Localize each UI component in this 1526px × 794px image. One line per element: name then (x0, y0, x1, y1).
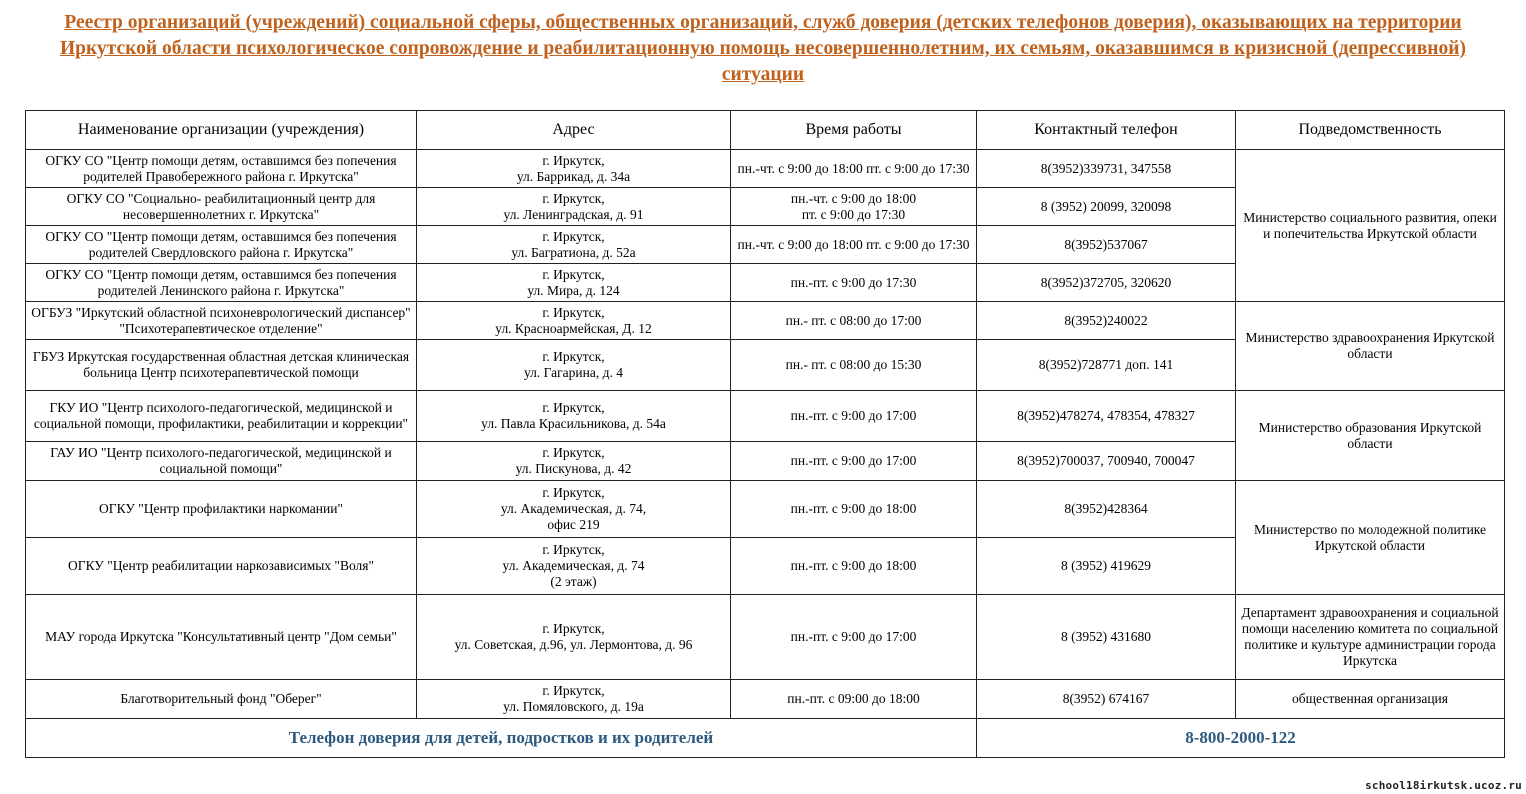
org-hours: пн.-пт. с 9:00 до 17:00 (731, 442, 977, 481)
org-hours: пн.- пт. с 08:00 до 15:30 (731, 340, 977, 391)
hotline-label: Телефон доверия для детей, подростков и их родителей (26, 719, 977, 758)
site-watermark: school18irkutsk.ucoz.ru (1365, 779, 1522, 792)
org-phone: 8(3952)240022 (977, 302, 1236, 340)
org-name: ОГКУ "Центр реабилитации наркозависимых "Воля" (26, 538, 417, 595)
org-hours: пн.- пт. с 08:00 до 17:00 (731, 302, 977, 340)
table-row (26, 302, 1505, 340)
org-phone: 8(3952)339731, 347558 (977, 150, 1236, 188)
org-phone: 8(3952)372705, 320620 (977, 264, 1236, 302)
org-address: г. Иркутск, ул. Пискунова, д. 42 (417, 442, 731, 481)
org-address: г. Иркутск, ул. Академическая, д. 74, офис 219 (417, 481, 731, 538)
subordination-social: Министерство социального развития, опеки и попечительства Иркутской области (1236, 150, 1505, 302)
table-row (26, 595, 1505, 680)
org-name: ОГКУ СО "Центр помощи детям, оставшимся без попечения родителей Ленинского района г. Иркутска" (26, 264, 417, 302)
org-address: г. Иркутск, ул. Павла Красильникова, д. 54а (417, 391, 731, 442)
hotline-row (26, 719, 1505, 758)
org-hours: пн.-пт. с 9:00 до 17:30 (731, 264, 977, 302)
org-phone: 8(3952)700037, 700940, 700047 (977, 442, 1236, 481)
org-phone: 8(3952)537067 (977, 226, 1236, 264)
registry-table (25, 110, 1505, 758)
org-hours: пн.-пт. с 9:00 до 18:00 (731, 481, 977, 538)
org-name: ГКУ ИО "Центр психолого-педагогической, медицинской и социальной помощи, профилактики, реабилитации и коррекции" (26, 391, 417, 442)
org-address: г. Иркутск, ул. Баррикад, д. 34а (417, 150, 731, 188)
org-name: ГБУЗ Иркутская государственная областная детская клиническая больница Центр психотерапевтической помощи (26, 340, 417, 391)
org-hours: пн.-чт. с 9:00 до 18:00 пт. с 9:00 до 17:30 (731, 150, 977, 188)
org-name: ГАУ ИО "Центр психолого-педагогической, медицинской и социальной помощи" (26, 442, 417, 481)
org-address: г. Иркутск, ул. Советская, д.96, ул. Лермонтова, д. 96 (417, 595, 731, 680)
org-name: ОГКУ СО "Социально- реабилитационный центр для несовершеннолетних г. Иркутска" (26, 188, 417, 226)
org-address: г. Иркутск, ул. Помяловского, д. 19а (417, 680, 731, 719)
org-name: ОГБУЗ "Иркутский областной психоневрологический диспансер" "Психотерапевтическое отделение" (26, 302, 417, 340)
org-hours: пн.-чт. с 9:00 до 18:00 пт. с 9:00 до 17:30 (731, 188, 977, 226)
subordination-education: Министерство образования Иркутской области (1236, 391, 1505, 481)
table-row (26, 391, 1505, 442)
table-row (26, 150, 1505, 188)
org-name: ОГКУ СО "Центр помощи детям, оставшимся без попечения родителей Правобережного района г. Иркутска" (26, 150, 417, 188)
org-phone: 8(3952)428364 (977, 481, 1236, 538)
org-name: ОГКУ "Центр профилактики наркомании" (26, 481, 417, 538)
org-address: г. Иркутск, ул. Мира, д. 124 (417, 264, 731, 302)
header-name: Наименование организации (учреждения) (26, 111, 417, 150)
org-hours: пн.-пт. с 9:00 до 18:00 (731, 538, 977, 595)
org-phone: 8 (3952) 20099, 320098 (977, 188, 1236, 226)
header-phone: Контактный телефон (977, 111, 1236, 150)
org-phone: 8(3952)728771 доп. 141 (977, 340, 1236, 391)
org-address: г. Иркутск, ул. Ленинградская, д. 91 (417, 188, 731, 226)
org-name: Благотворительный фонд "Оберег" (26, 680, 417, 719)
org-name: МАУ города Иркутска "Консультативный центр "Дом семьи" (26, 595, 417, 680)
header-hours: Время работы (731, 111, 977, 150)
hotline-phone: 8-800-2000-122 (977, 719, 1505, 758)
page-title: Реестр организаций (учреждений) социальной сферы, общественных организаций, служб доверия (детских телефонов доверия), оказывающих на территории Иркутской области психологическое сопровождение и реабилитационную помощь несовершеннолетним, их семьям, оказавшимся в кризисной (депрессивной) ситуации (59, 12, 1467, 85)
org-phone: 8 (3952) 431680 (977, 595, 1236, 680)
org-hours: пн.-пт. с 09:00 до 18:00 (731, 680, 977, 719)
org-phone: 8(3952) 674167 (977, 680, 1236, 719)
subordination-health: Министерство здравоохранения Иркутской области (1236, 302, 1505, 391)
org-address: г. Иркутск, ул. Багратиона, д. 52а (417, 226, 731, 264)
subordination-public: общественная организация (1236, 680, 1505, 719)
subordination-youth: Министерство по молодежной политике Иркутской области (1236, 481, 1505, 595)
org-address: г. Иркутск, ул. Академическая, д. 74 (2 этаж) (417, 538, 731, 595)
org-phone: 8 (3952) 419629 (977, 538, 1236, 595)
org-hours: пн.-пт. с 9:00 до 17:00 (731, 595, 977, 680)
table-row (26, 481, 1505, 538)
org-hours: пн.-чт. с 9:00 до 18:00 пт. с 9:00 до 17:30 (731, 226, 977, 264)
org-phone: 8(3952)478274, 478354, 478327 (977, 391, 1236, 442)
table-header-row (26, 111, 1505, 150)
org-address: г. Иркутск, ул. Красноармейская, Д. 12 (417, 302, 731, 340)
org-name: ОГКУ СО "Центр помощи детям, оставшимся без попечения родителей Свердловского района г. Иркутска" (26, 226, 417, 264)
org-hours: пн.-пт. с 9:00 до 17:00 (731, 391, 977, 442)
header-subordination: Подведомственность (1236, 111, 1505, 150)
subordination-city: Департамент здравоохранения и социальной помощи населению комитета по социальной политике и культуре администрации города Иркутска (1236, 595, 1505, 680)
header-address: Адрес (417, 111, 731, 150)
table-row (26, 680, 1505, 719)
org-address: г. Иркутск, ул. Гагарина, д. 4 (417, 340, 731, 391)
